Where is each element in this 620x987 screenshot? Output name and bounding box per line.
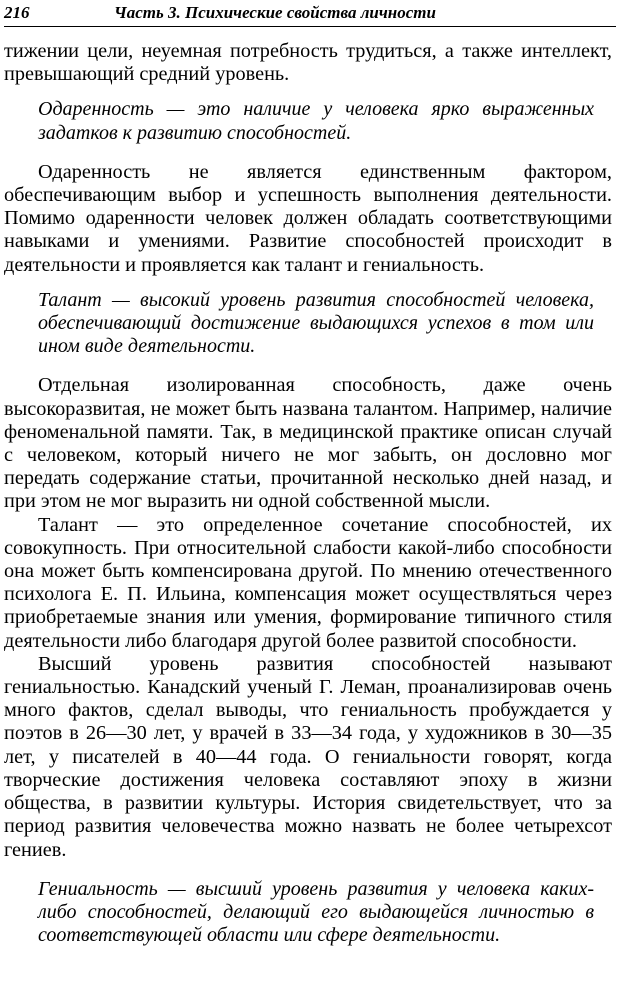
- paragraph-continuation: тижении цели, неуемная потребность трудиться, а также интеллект, превышающий средний уровень.: [4, 40, 612, 86]
- paragraph-isolated-ability: Отдельная изолированная способность, даже очень высокоразвитая, не может быть названа талантом. Например, наличие феноменальной памяти. Так, в медицинской практике описан случай с человеком, который ничего не мог забыть, он дословно мог передать содержание статьи, прочитанной несколько дней назад, и при этом не мог выразить ни одной собственной мысли.: [4, 374, 612, 513]
- definition-talent: Талант — высокий уровень развития способностей человека, обеспечивающий достижение выдающихся успехов в том или ином виде деятельности.: [38, 288, 594, 358]
- paragraph-genius: Высший уровень развития способностей называют гениальностью. Канадский ученый Г. Леман, проанализировав очень много фактов, сделал выводы, что гениальность пробуждается у поэтов в 26—30 лет, у врачей в 33—34 года, у художников в 30—35 лет, у писателей в 40—44 года. О гениальности говорят, когда творческие достижения человека составляют эпоху в жизни общества, в развитии культуры. История свидетельствует, что за период развития человечества можно назвать не более четырехсот гениев.: [4, 652, 612, 861]
- page-number: 216: [4, 3, 30, 22]
- definition-genius: Гениальность — высший уровень развития у человека каких-либо способностей, делающий его выдающейся личностью в соответствующей области или сфере деятельности.: [38, 877, 594, 947]
- paragraph-talent: Талант — это определенное сочетание способностей, их совокупность. При относительной слабости какой-либо способности она может быть компенсирована другой. По мнению отечественного психолога Е. П. Ильина, компенсация может осуществляться через приобретаемые знания или умения, формирование типичного стиля деятельности либо благодаря другой более развитой способности.: [4, 513, 612, 652]
- running-header: [4, 2, 616, 27]
- paragraph-giftedness: Одаренность не является единственным фактором, обеспечивающим выбор и успешность выполнения деятельности. Помимо одаренности человек должен обладать соответствующими навыками и умениями. Развитие способностей происходит в деятельности и проявляется как талант и гениальность.: [4, 160, 612, 276]
- running-head-title: Часть 3. Психические свойства личности: [114, 3, 436, 22]
- definition-giftedness: Одаренность — это наличие у человека ярко выраженных задатков к развитию способностей.: [38, 98, 594, 144]
- page-body: [4, 40, 612, 947]
